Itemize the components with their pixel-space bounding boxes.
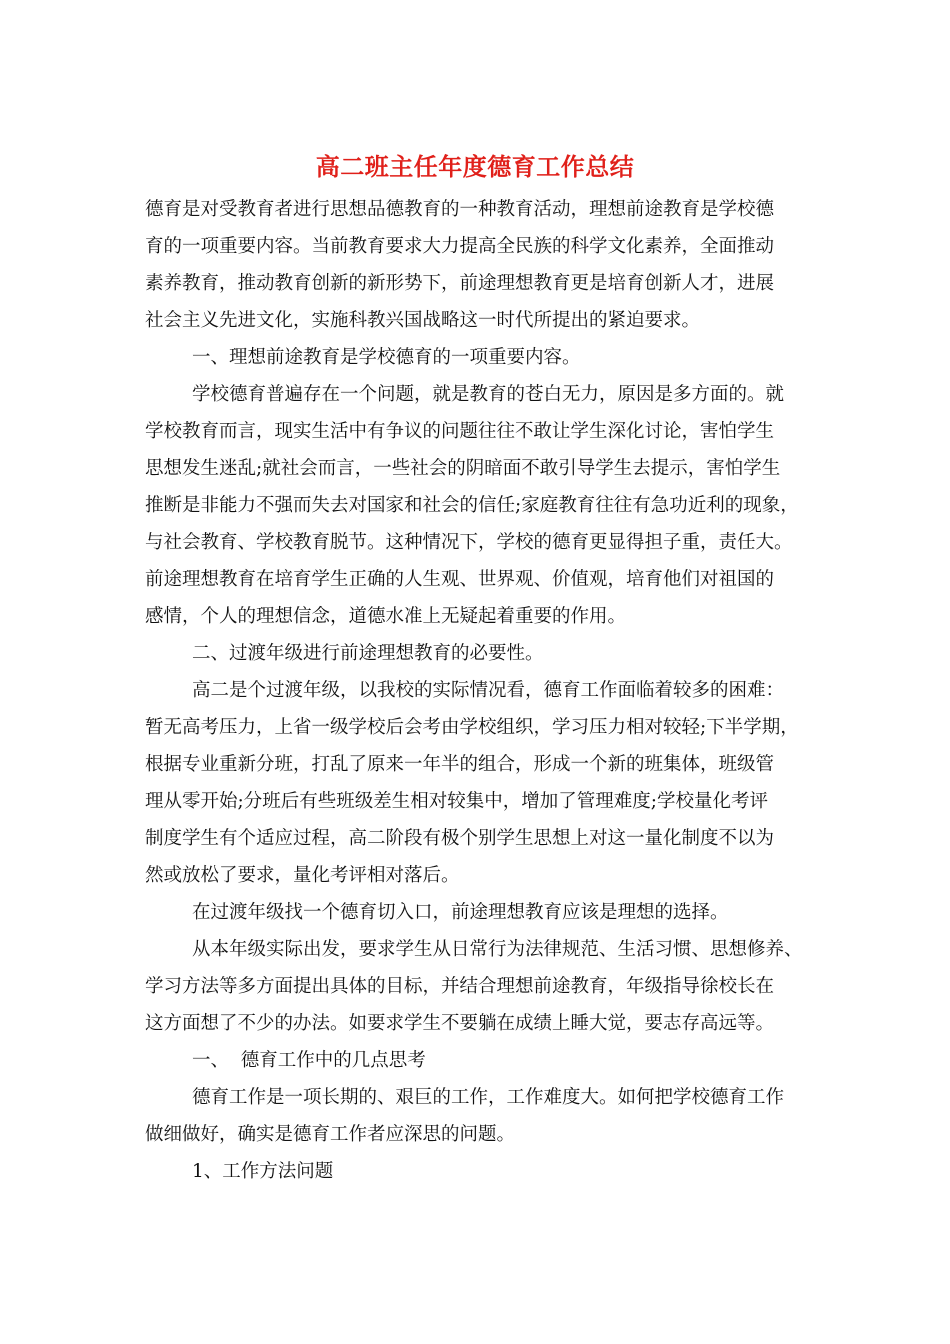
paragraph-line: 学校德育普遍存在一个问题，就是教育的苍白无力，原因是多方面的。就 <box>192 384 785 405</box>
section-heading: 一、 德育工作中的几点思考 <box>192 1050 426 1071</box>
paragraph-line: 根据专业重新分班，打乱了原来一年半的组合，形成一个新的班集体，班级管 <box>145 754 775 775</box>
section-heading: 一、理想前途教育是学校德育的一项重要内容。 <box>192 347 581 368</box>
paragraph-line: 与社会教育、学校教育脱节。这种情况下，学校的德育更显得担子重，责任大。 <box>145 532 793 553</box>
paragraph-line: 德育是对受教育者进行思想品德教育的一种教育活动，理想前途教育是学校德 <box>145 199 775 220</box>
paragraph-line: 制度学生有个适应过程，高二阶段有极个别学生思想上对这一量化制度不以为 <box>145 828 775 849</box>
paragraph-line: 从本年级实际出发，要求学生从日常行为法律规范、生活习惯、思想修养、 <box>192 939 803 960</box>
paragraph-line: 这方面想了不少的办法。如要求学生不要躺在成绩上睡大觉，要志存高远等。 <box>145 1013 775 1034</box>
paragraph-line: 前途理想教育在培育学生正确的人生观、世界观、价值观，培育他们对祖国的 <box>145 569 775 590</box>
paragraph-line: 在过渡年级找一个德育切入口，前途理想教育应该是理想的选择。 <box>192 902 729 923</box>
paragraph-line: 高二是个过渡年级，以我校的实际情况看，德育工作面临着较多的困难： <box>192 680 785 701</box>
paragraph-line: 然或放松了要求，量化考评相对落后。 <box>145 865 460 886</box>
paragraph-line: 推断是非能力不强而失去对国家和社会的信任;家庭教育往往有急功近利的现象， <box>145 495 799 516</box>
document-title: 高二班主任年度德育工作总结 <box>315 152 635 181</box>
section-heading: 二、过渡年级进行前途理想教育的必要性。 <box>192 643 544 664</box>
paragraph-line: 德育工作是一项长期的、艰巨的工作，工作难度大。如何把学校德育工作 <box>192 1087 785 1108</box>
paragraph-line: 感情，个人的理想信念，道德水准上无疑起着重要的作用。 <box>145 606 627 627</box>
paragraph-line: 学习方法等多方面提出具体的目标，并结合理想前途教育，年级指导徐校长在 <box>145 976 775 997</box>
paragraph-line: 理从零开始;分班后有些班级差生相对较集中，增加了管理难度;学校量化考评 <box>145 791 768 812</box>
paragraph-line: 素养教育，推动教育创新的新形势下，前途理想教育更是培育创新人才，进展 <box>145 273 775 294</box>
subsection-heading: 1、工作方法问题 <box>192 1161 334 1182</box>
paragraph-line: 思想发生迷乱;就社会而言，一些社会的阴暗面不敢引导学生去提示，害怕学生 <box>145 458 781 479</box>
paragraph-line: 社会主义先进文化，实施科教兴国战略这一时代所提出的紧迫要求。 <box>145 310 701 331</box>
paragraph-line: 暂无高考压力，上省一级学校后会考由学校组织，学习压力相对较轻;下半学期， <box>145 717 799 738</box>
paragraph-line: 做细做好，确实是德育工作者应深思的问题。 <box>145 1124 516 1145</box>
paragraph-line: 学校教育而言，现实生活中有争议的问题往往不敢让学生深化讨论，害怕学生 <box>145 421 775 442</box>
paragraph-line: 育的一项重要内容。当前教育要求大力提高全民族的科学文化素养，全面推动 <box>145 236 775 257</box>
